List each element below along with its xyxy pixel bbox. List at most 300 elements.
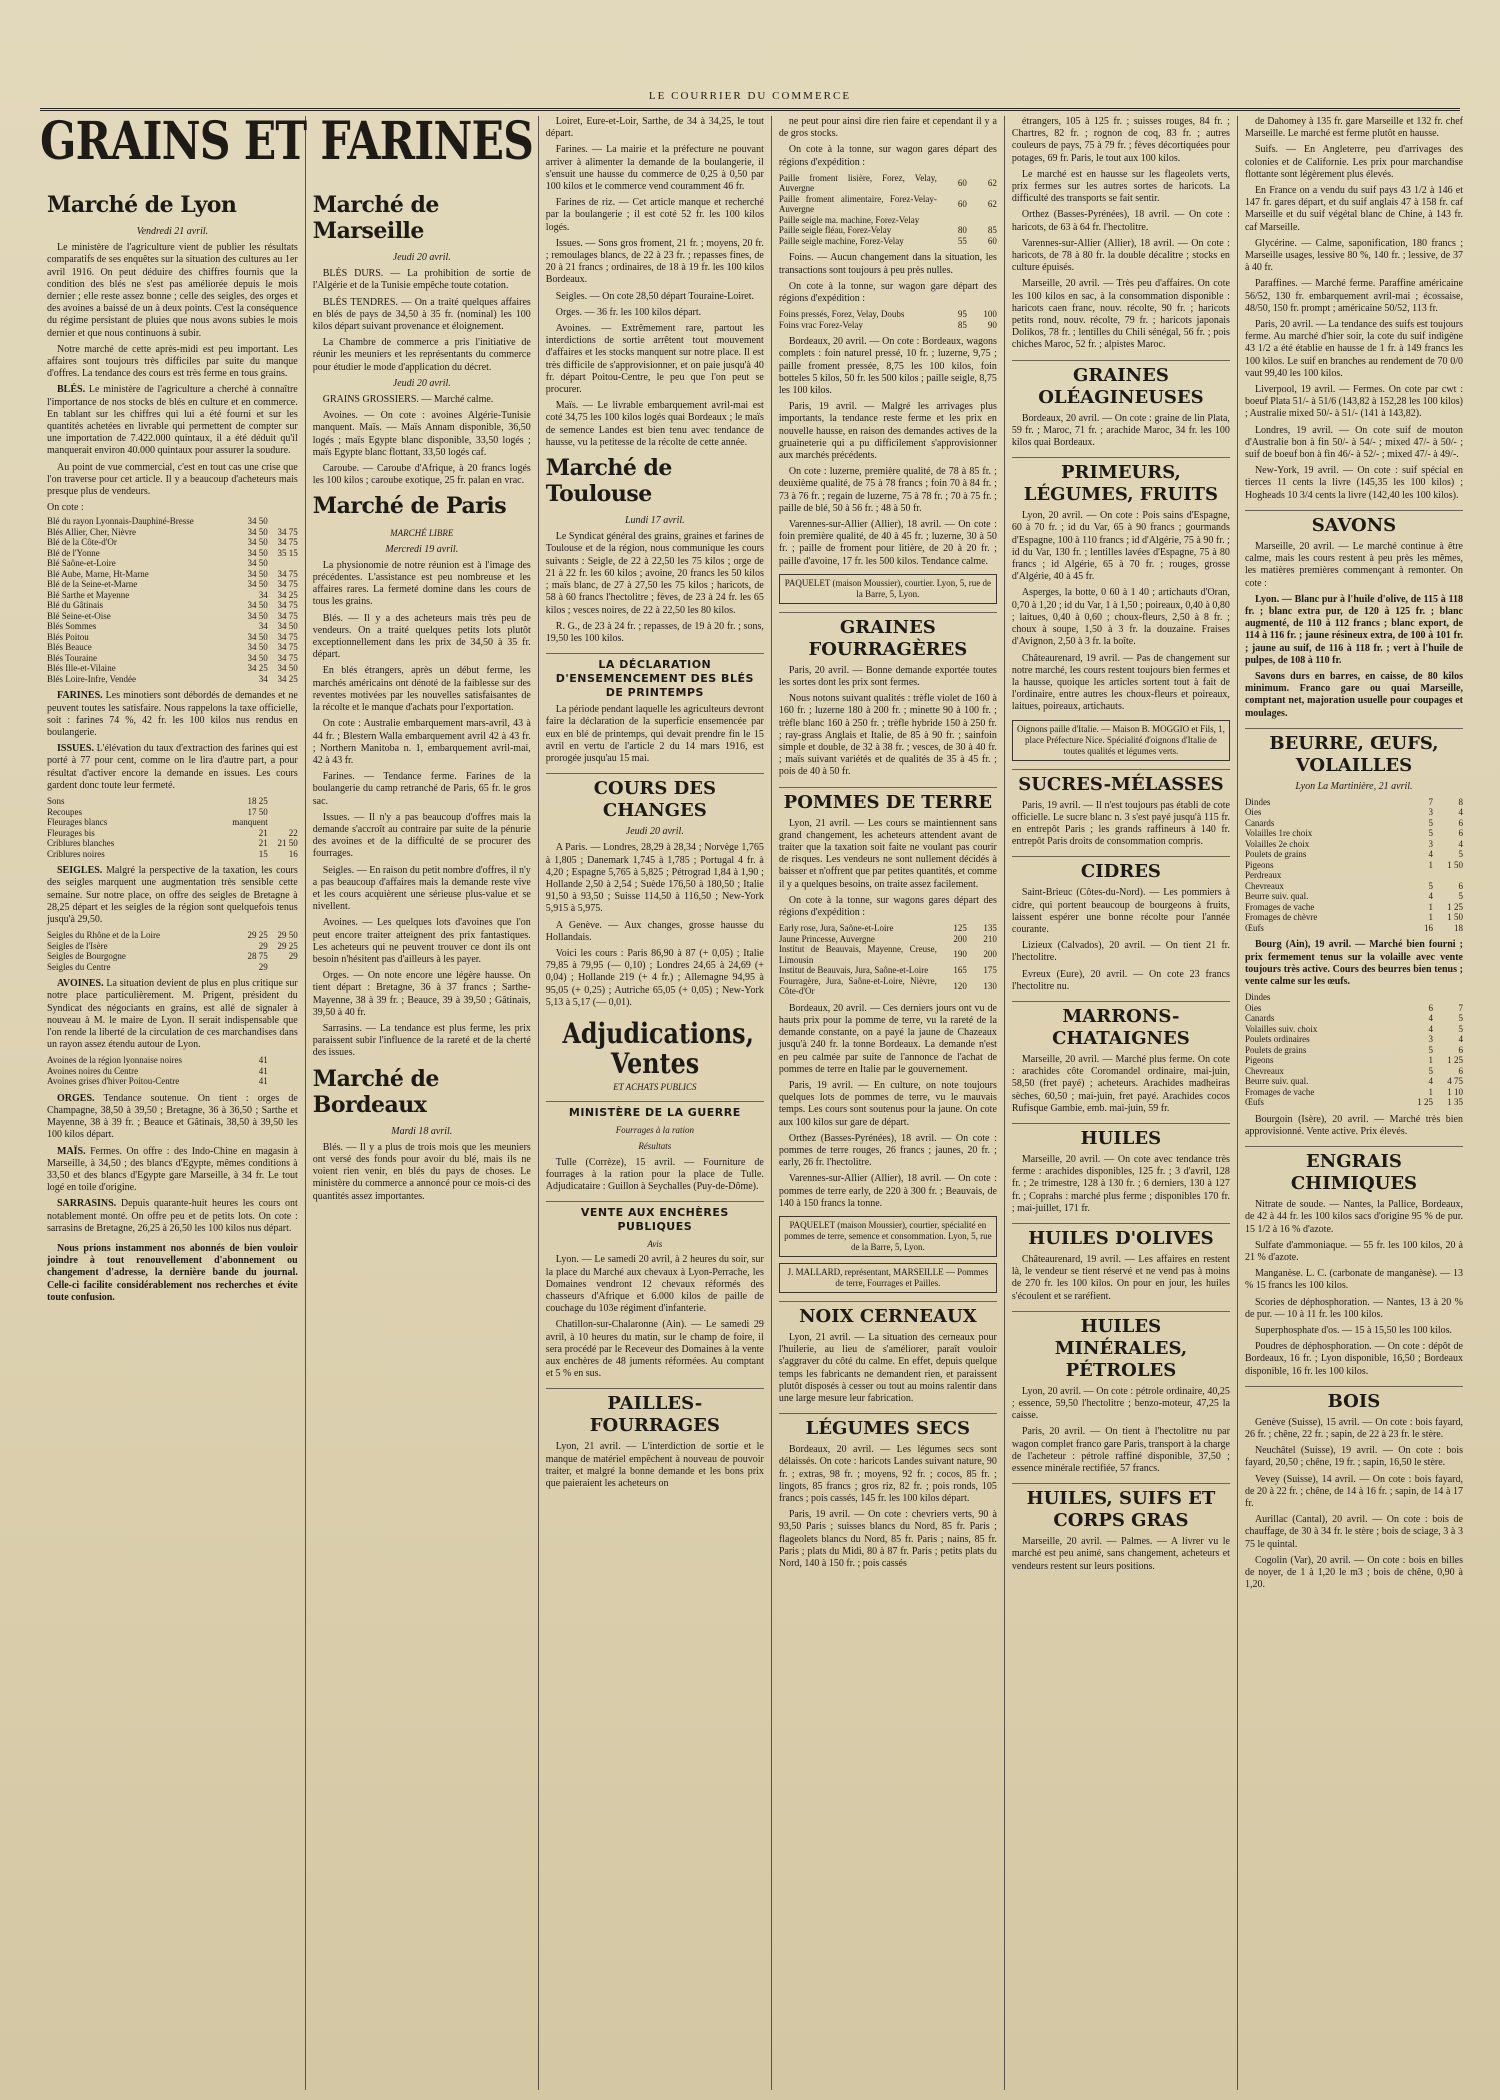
table-row: [1245, 870, 1463, 881]
article-paragraph: Châteaurenard, 19 avril. — Pas de changement sur notre marché, les cours restent toujours bien fermes et la hausse, quoique les articles sortent tout à fait de l'ordinaire, entre autres les choux-fleurs et poireaux, laitues, poireaux, artichauts.: [1011, 652, 1230, 713]
article-paragraph: FARINES. Les minotiers sont débordés de demandes et ne peuvent toutes les satisfaire. Nous rappelons la taxe officielle, soit : farines 74 %, 42 fr. les 100 kilos nus rendus en boulangerie.: [47, 690, 298, 739]
row-value-high: 34 75: [277, 600, 298, 611]
article-paragraph: On cote à la tonne, sur wagon gares départ des régions d'expédition :: [778, 144, 997, 168]
row-label: Blés Beauce: [47, 642, 92, 653]
table-row: [779, 194, 997, 215]
article-paragraph: Issues. — Sons gros froment, 21 fr. ; moyens, 20 fr. ; remoulages blancs, de 22 à 23 fr. ; repasses fines, de 20 à 21 francs ; ordinaires, de 18 à 19 fr. les 100 kilos Bordeaux.: [545, 237, 764, 286]
table-row: [47, 817, 298, 828]
article-paragraph: Bordeaux, 20 avril. — Ces derniers jours ont vu de hauts prix pour la pomme de terre, vu la rareté de la demande constante, on a payé la jaune de Chazeaux jusqu'à 240 fr. la tonne Bordeaux. La demande n'est en peu calmée par suite de l'annonce de l'achat de pommes de terre en Italie par le gouvernement.: [778, 1002, 997, 1075]
keyword: BLÉS.: [57, 384, 86, 396]
table-row: [1245, 891, 1463, 902]
dateline: Lyon La Martinière, 21 avril.: [1295, 780, 1413, 792]
article-paragraph: Varennes-sur-Allier (Allier), 18 avril. — On cote : pommes de terre early, de 220 à 300 fr. ; Beauvais, de 140 à 150 francs la tonne.: [778, 1173, 997, 1209]
article-paragraph: Paris, 19 avril. — On cote : chevriers verts, 90 à 93,50 Paris ; suisses blancs du Nord, 85 fr. Paris ; flageolets blancs du Nord, 85 fr. Paris ; nains, 85 fr. Paris ; plats du Midi, 80 à 87 fr. Paris ; petits plats du Nord, 140 à 150 fr. ; pois cassés: [778, 1509, 997, 1570]
row-value-high: 34 75: [277, 610, 298, 621]
row-value-low: 125: [953, 923, 967, 934]
subheading: Avis: [647, 1239, 663, 1250]
subheading: MARCHÉ LIBRE: [390, 528, 454, 539]
row-value-low: 5: [1428, 880, 1433, 891]
article-paragraph: Le marché est en hausse sur les flageolets verts, prix fermes sur les autres sortes de haricots. La difficulté des transports se fait sentir.: [1011, 168, 1230, 205]
row-label: Criblures blanches: [47, 838, 115, 849]
keyword: MAÏS.: [57, 1145, 86, 1157]
article-paragraph: Manganèse. L. C. (carbonate de manganèse). — 13 % 15 francs les 100 kilos.: [1244, 1268, 1463, 1292]
article-paragraph: Maïs. — Le livrable embarquement avril-mai est coté 34,75 les 100 kilos logés quai Bordeaux ; le maïs de semence Landes est bien tenu avec tendance de hausse, vu la petitesse de la récolte de cette année.: [545, 400, 764, 448]
article-paragraph: On cote à la tonne, sur wagons gares départ des régions d'expédition :: [778, 894, 997, 919]
row-value-high: 5: [1458, 849, 1463, 860]
row-value-low: 3: [1428, 1034, 1433, 1045]
row-value-high: [268, 817, 298, 828]
section-heading-marseille: Marché de Marseille: [312, 192, 439, 244]
row-value-low: 4: [1428, 891, 1433, 902]
row-value-low: 1: [1428, 859, 1433, 870]
row-label: Poulets ordinaires: [1244, 1034, 1310, 1045]
article-paragraph: Paris, 19 avril. — Malgré les arrivages plus importants, la tendance reste ferme et les prix en nouvelle hausse, en raison des demandes actives de la gruaineterie qui a pu difficilement s'approvisionner aux marchés précédents.: [778, 401, 997, 461]
table-row: [47, 642, 298, 653]
table-row: [779, 173, 997, 194]
row-label: Oies: [1244, 807, 1262, 818]
row-value-high: [268, 1066, 298, 1077]
article-paragraph: On cote : Australie embarquement mars-avril, 43 à 44 fr. ; Blestern Walla embarquement avril 42 à 43 fr. ; Northern Manitoba n. 1, embarquement avril-mai, 42 à 43 fr.: [312, 718, 531, 766]
row-value-low: [1403, 870, 1433, 881]
table-row: [779, 934, 997, 945]
article-paragraph: Blés. — Il y a plus de trois mois que les meuniers ont versé des fonds pour avoir du blé, mais ils ne voient rien venir, en blés du pays de choses. Le ministère du commerce a annoncé pour ce mois-ci des quantités assez importantes.: [312, 1141, 531, 1202]
section-heading-legumes: LÉGUMES SECS: [779, 1413, 997, 1440]
table-row: [47, 1076, 298, 1087]
article-paragraph: Notre marché de cette après-midi est peu important. Les affaires sont toujours très difficiles par suite du manque d'offres. La tendance des cours est très ferme en tous grains.: [47, 343, 298, 380]
row-value-low: 34 50: [247, 558, 268, 569]
table-row: [47, 569, 298, 580]
keyword: SEIGLES.: [57, 865, 103, 877]
dateline: Vendredi 21 avril.: [136, 226, 209, 237]
row-label: Seigles de l'Isère: [47, 940, 108, 951]
table-row: [1245, 912, 1463, 923]
row-value-low: 5: [1428, 1065, 1433, 1076]
row-value-low: 34 50: [247, 652, 268, 663]
row-label: Institut de Beauvais, Mayenne, Creuse, Limousin: [778, 944, 937, 965]
column-4: [771, 116, 1004, 2090]
row-value-low: 60: [957, 199, 967, 210]
article-paragraph: Paris, 20 avril. — Bonne demande exportée toutes les sortes dont les prix sont fermes.: [778, 664, 997, 688]
row-value-low: 16: [1423, 922, 1433, 933]
row-value-high: 4: [1458, 1034, 1463, 1045]
row-value-high: 34 75: [277, 537, 298, 548]
row-value-low: 34 50: [247, 600, 268, 611]
quotes-table-paille: [779, 173, 997, 247]
row-value-high: 100: [983, 309, 997, 320]
row-label: Blé de l'Yonne: [47, 547, 100, 558]
article-paragraph: Varennes-sur-Allier (Allier), 18 avril. — On cote : haricots, de 78 à 80 fr. la double décalitre ; stocks en culture épuisés.: [1011, 237, 1230, 274]
dateline: Jeudi 20 avril.: [392, 377, 451, 389]
article-paragraph: Seigles. — On cote 28,50 départ Touraine-Loiret.: [555, 290, 755, 302]
row-label: Blé Sarthe et Mayenne: [47, 589, 130, 600]
row-value-low: 34 50: [247, 579, 268, 590]
row-value-low: 60: [957, 178, 967, 189]
article-paragraph: Chatillon-sur-Chalaronne (Ain). — Le samedi 29 avril, à 10 heures du matin, sur le champ de foire, il sera procédé par le Receveur des Domaines à la vente aux enchères de 48 juments réformées. Au comptant et 5 % en sus.: [545, 1319, 764, 1380]
dateline: Jeudi 20 avril.: [625, 826, 684, 838]
row-value-high: 34 75: [277, 568, 298, 579]
row-value-high: [268, 1076, 298, 1087]
table-row: [1245, 1087, 1463, 1098]
article-paragraph: Orges. — On note encore une légère hausse. On tient départ : Bretagne, 36 à 37 francs ; Sarthe-Mayenne, 38 à 39 fr. ; Beauce, 39 à 39,50 ; Gâtinais, 39,50 à 40 fr.: [312, 970, 531, 1018]
article-paragraph: Orthez (Basses-Pyrénées), 18 avril. — On cote : haricots, de 63 à 64 fr. l'hectolitre.: [1011, 209, 1230, 233]
table-row: [1245, 828, 1463, 839]
row-value-low: 95: [957, 309, 967, 320]
section-heading-huiles: HUILES: [1012, 1123, 1230, 1150]
row-label: Fleurages blancs: [47, 817, 108, 828]
table-row: [779, 976, 997, 997]
row-value-high: 60: [987, 235, 997, 246]
row-label: Blés Allier, Cher, Nièvre: [47, 526, 137, 537]
article-paragraph: Lizieux (Calvados), 20 avril. — On tient 21 fr. l'hectolitre.: [1011, 940, 1230, 964]
table-row: [779, 236, 997, 247]
row-value-high: [967, 215, 997, 226]
row-value-low: 17 50: [247, 806, 268, 817]
table-row: [47, 590, 298, 601]
row-value-high: 6: [1458, 817, 1463, 828]
row-value-high: 34 25: [277, 589, 298, 600]
table-row: [779, 923, 997, 934]
quotes-table-issues: [47, 796, 298, 859]
article-paragraph: Evreux (Eure), 20 avril. — On cote 23 francs l'hectolitre nu.: [1011, 968, 1230, 992]
article-paragraph: Bourgoin (Isère), 20 avril. — Marché très bien approvisionné. Vente active. Prix élevés.: [1244, 1113, 1463, 1137]
row-value-low: 190: [953, 949, 967, 960]
table-row: [47, 579, 298, 590]
article-paragraph: Châteaurenard, 19 avril. — Les affaires en restent là, le vendeur se tient réservé et ne vend pas à moins de 270 fr. les 100 kilos. On pour en jour, les huiles s'écoulent et se raréfient.: [1011, 1253, 1230, 1302]
keyword: FARINES.: [57, 690, 103, 702]
row-label: Blé Saône-et-Loire: [47, 558, 116, 569]
article-paragraph: La physionomie de notre réunion est à l'image des précédentes. L'assistance est peu nombreuse et les affaires rares. La fermeté domine dans les cours de tous les grains.: [312, 559, 531, 608]
column-6: [1237, 116, 1470, 2090]
advertisement: PAQUELET (maison Moussier), courtier. Lyon, 5, rue de la Barre, 5, Lyon.: [779, 574, 997, 604]
row-label: Sons: [47, 796, 65, 807]
article-paragraph: Avoines. — Les quelques lots d'avoines que l'on peut encore traiter atteignent des prix fantastiques. Les acheteurs qui ne peuvent trouver ce dont ils ont besoin n'hésitent pas d'ailleurs à les payer.: [312, 917, 531, 965]
table-row: [1245, 1066, 1463, 1077]
table-row: [47, 1066, 298, 1077]
row-value-high: 1 35: [1447, 1097, 1463, 1108]
table-row: [1245, 1024, 1463, 1035]
row-label: Early rose, Jura, Saône-et-Loire: [778, 923, 894, 934]
article-paragraph: On cote : luzerne, première qualité, de 78 à 85 fr. ; deuxième qualité, de 75 à 78 francs ; foin 70 à 84 fr. ; 73 à 76 fr. ; regain de luzerne, 75 à 78 fr. ; 70 à 75 fr. ; paille de blé, 50 à 56 fr. ; 48 à 50 fr.: [778, 466, 997, 514]
row-label: Blés Loire-Infre, Vendée: [47, 673, 137, 684]
row-value-low: 41: [258, 1065, 268, 1076]
section-heading-savons: SAVONS: [1245, 510, 1463, 537]
article-paragraph: En blés étrangers, après un début ferme, les marchés américains ont dénoté de la faiblesse sur des reventes motivées par les nouvelles satisfaisantes de la récolte et le manque d'achats pour l'exportation.: [312, 665, 531, 714]
row-label: Foins pressés, Forez, Velay, Doubs: [778, 309, 905, 320]
dateline: Jeudi 20 avril.: [392, 252, 451, 263]
article-paragraph: Poudres de déphosphoration. — On cote : dépôt de Bordeaux, 16 fr. ; Lyon disponible, 16,50 ; Bordeaux disponible, 16 fr. les 100 kilos.: [1244, 1341, 1463, 1377]
row-value-high: 1 50: [1447, 859, 1463, 870]
article-paragraph: Varennes-sur-Allier (Allier), 18 avril. — On cote : foin première qualité, de 40 à 45 fr. ; luzerne, 30 à 50 fr. ; paille de froment pour litière, de 20 à 20 fr. ; paille d'avoine, 17 fr. les 500 kilos. Tendance calme.: [778, 518, 997, 567]
row-value-low: manquent: [232, 817, 268, 828]
table-row: [47, 828, 298, 839]
table-row: [47, 537, 298, 548]
article-paragraph: Asperges, la botte, 0 60 à 1 40 ; artichauts d'Oran, 0,70 à 1,20 ; id du Var, 1 à 1,50 ; poireaux, 0,40 à 0,80 ; laitues, 0,40 à 0,60 ; choux-fleurs, 2,50 à 8 fr. ; choux à soupe, 1,50 à 3 fr. la douzaine. Fraises d'Avignon, 2,50 à 3 fr. la boîte.: [1011, 587, 1230, 648]
row-value-low: 6: [1428, 1002, 1433, 1013]
row-value-high: [1433, 870, 1463, 881]
row-value-low: 4: [1428, 1023, 1433, 1034]
article-paragraph: Farines. — La mairie et la préfecture ne pouvant arriver à alimenter la demande de la boulangerie, il s'ensuit une hausse du commerce de 0,25 à 0,50 par 100 kilos et le commerce vend couramment 46 fr.: [545, 144, 764, 193]
subheading: Résultats: [638, 1141, 672, 1152]
article-paragraph: Lyon. — Blanc pur à l'huile d'olive, de 115 à 118 fr. ; blanc extra pur, de 120 à 125 fr. ; blanc augmenté, de 110 à 112 francs ; blanc export, de 114 à 116 fr. ; jaune résineux extra, de 100 à 101 fr. ; jaune au suif, de 116 à 118 fr. ; vert à l'huile de pulpes, de 108 à 110 fr.: [1244, 593, 1463, 666]
subscriber-notice: Nous prions instamment nos abonnés de bien vouloir joindre à tout renouvellement d'abonnement ou changement d'adresse, la dernière bande du journal. Celle-ci facilite considérablement nos recherches et évite toute confusion.: [47, 1243, 298, 1303]
row-value-low: 41: [258, 1076, 268, 1087]
article-paragraph: Marseille, 20 avril. — Palmes. — A livrer vu le marché est peu animé, sans changement, acheteurs et vendeurs restent sur leurs positions.: [1011, 1536, 1230, 1572]
article-paragraph: Lyon. — Le samedi 20 avril, à 2 heures du soir, sur la place du Marché aux chevaux à Lyon-Perrache, les Domaines vendront 12 chevaux réformés des chasseurs d'Afrique et 6.000 kilos de paille de couchage du 103e régiment d'infanterie.: [545, 1254, 764, 1315]
row-label: Poulets de grains: [1244, 1044, 1307, 1055]
article-paragraph: Bordeaux, 20 avril. — On cote : graine de lin Plata, 59 fr. ; Maroc, 71 fr. ; arachide Maroc, 34 fr. les 100 kilos quai Bordeaux.: [1011, 412, 1230, 449]
columns: [40, 116, 1470, 2090]
row-label: Beurre suiv. qual.: [1244, 1076, 1309, 1087]
article-paragraph: Superphosphate d'os. — 15 à 15,50 les 100 kilos.: [1254, 1324, 1453, 1336]
row-label: Criblures noires: [47, 848, 105, 859]
article-paragraph: Paraffines. — Marché ferme. Paraffine américaine 56/52, 130 fr. embarquement avril-mai ; écossaise, 48/50, 150 fr. prompt ; américaine 50/52, 113 fr.: [1244, 278, 1463, 314]
row-label: Blés Touraine: [47, 652, 97, 663]
article-paragraph: Liverpool, 19 avril. — Fermes. On cote par cwt : boeuf Plata 51/- à 51/6 (143,82 à 152,28 les 100 kilos) ; Australie mixed 50/- à 51/- (141 à 143,82).: [1244, 384, 1463, 420]
row-value-high: 29: [288, 951, 298, 962]
section-heading-primeurs: PRIMEURS, LÉGUMES, FRUITS: [1012, 457, 1230, 506]
table-row: [47, 516, 298, 527]
table-row: [1245, 797, 1463, 808]
table-row: [47, 611, 298, 622]
table-row: [1245, 1034, 1463, 1045]
subheading-ministere: MINISTÈRE DE LA GUERRE: [546, 1101, 764, 1120]
table-row: [1245, 1045, 1463, 1056]
article-paragraph: Farines. — Tendance ferme. Farines de la boulangerie du camp retranché de Paris, 65 fr. le gros sac.: [312, 771, 531, 807]
article-paragraph: A Paris. — Londres, 28,29 à 28,34 ; Norvège 1,765 à 1,805 ; Danemark 1,745 à 1,785 ; Portugal 4 fr. à 4,20 ; Espagne 5,765 à 5,825 ; Pétrograd 1,84 à 1,90 ; Hollande 2,50 à 2,54 ; Suède 176,50 à 180,50 ; Italie 91,50 à 93,50 ; Suisse 114,50 à 116,50 ; New-York 5,915 à 5,975.: [545, 842, 764, 915]
article-paragraph: Londres, 19 avril. — On cote suif de mouton d'Australie bon à fin 50/- à 54/- ; mixed 47/- à 50/- ; suif de boeuf bon à fin 46/- à 52/- ; mixed 47/- à 49/-.: [1244, 424, 1463, 461]
row-label: Poulets de grains: [1244, 849, 1307, 860]
row-label: Blé Seine-et-Oise: [47, 610, 111, 621]
article-paragraph: Orthez (Basses-Pyrénées), 18 avril. — On cote : pommes de terre rouges, 26 francs ; jaunes, 20 fr. ; early, 26 fr. l'hectolitre.: [778, 1132, 997, 1169]
row-value-high: 1 10: [1447, 1086, 1463, 1097]
article-paragraph: Savons durs en barres, en caisse, de 80 kilos minimum. Franco gare ou quai Marseille, comptant net, majoration usuelle pour coupages et moulages.: [1244, 670, 1463, 719]
table-row: [1245, 849, 1463, 860]
row-value-low: 3: [1428, 838, 1433, 849]
row-label: Seigles du Rhône et de la Loire: [47, 930, 160, 941]
row-value-high: 175: [983, 965, 997, 976]
table-row: [779, 320, 997, 331]
article-paragraph: Le Syndicat général des grains, graines et farines de Toulouse et de la région, nous communique les cours suivants : Seigle, de 22 à 22,50 les 75 kilos ; orge de 21 à 22 fr. les 60 kilos ; avoine, 20 francs les 50 kilos ; maïs blanc, de 27 à 27,50 les 75 kilos ; haricots, de 58 à 60 francs l'hectolitre ; fèves, de 23 à 24 fr. les 65 kilos ; vesces noires, de 22 à 22,50 les 80 kilos.: [545, 531, 764, 616]
article-paragraph: Tulle (Corrèze), 15 avril. — Fourniture de fourrages à la ration pour la place de Tulle. Adjudicataire : Guillon à Seychalles (Puy-de-Dôme).: [545, 1156, 764, 1192]
row-value-low: 34 50: [247, 526, 268, 537]
table-row: [47, 796, 298, 807]
row-value-low: 34 50: [247, 568, 268, 579]
article-paragraph: ne peut pour ainsi dire rien faire et cependant il y a de gros stocks.: [778, 116, 997, 140]
row-value-high: 34 75: [277, 631, 298, 642]
article-paragraph: Scories de déphosphoration. — Nantes, 13 à 20 % de pur. — 10 à 11 fr. les 100 kilos.: [1244, 1296, 1463, 1320]
row-label: Seigles du Centre: [47, 961, 111, 972]
row-value-low: 1 25: [1417, 1097, 1433, 1108]
row-label: Blé de la Côte-d'Or: [47, 537, 117, 548]
article-paragraph: Sarrasins. — La tendance est plus ferme, les prix paraissent subir l'influence de la rareté et de la cherté des issues.: [312, 1022, 531, 1059]
section-heading-pommes: POMMES DE TERRE: [779, 787, 997, 814]
quotes-table-seigles: [47, 930, 298, 972]
table-row: [1245, 839, 1463, 850]
quotes-table-pommes: [779, 923, 997, 997]
row-value-high: 5: [1458, 1013, 1463, 1024]
row-label: Volailles suiv. choix: [1244, 1023, 1318, 1034]
row-label: Avoines grises d'hiver Poitou-Centre: [47, 1076, 180, 1087]
page-title: GRAINS ET FARINES: [40, 111, 534, 172]
table-row: [779, 225, 997, 236]
row-label: Dindes: [1244, 992, 1271, 1003]
row-value-high: [268, 962, 298, 973]
row-value-high: 90: [987, 319, 997, 330]
article-paragraph: Paris, 19 avril. — En culture, on note toujours quelques lots de pommes de terre, vu le mauvais temps. Les cours sont soutenus pour la jaune. On cote aux 100 kilos sur gare de départ.: [778, 1079, 997, 1128]
article-paragraph: AVOINES. La situation devient de plus en plus critique sur notre place particulièrement. M. Prigent, président du Syndicat des négociants en grains, est allé de signaler à nouveau à M. le maire de Lyon. Il serait indispensable que l'on rende la liberté de la circulation de ces marchandises dans un rayon assez étendu autour de Lyon.: [47, 978, 298, 1051]
row-value-low: 34 50: [247, 516, 268, 527]
row-value-high: 135: [983, 923, 997, 934]
row-value-low: 1: [1428, 1086, 1433, 1097]
table-row: [1245, 902, 1463, 913]
table-row: [47, 951, 298, 962]
row-label: Blés Ille-et-Vilaine: [47, 663, 116, 674]
article-paragraph: Glycérine. — Calme, saponification, 180 francs ; Marseille usages, lessive 80 %, 140 fr. ; lessive, de 37 à 40 fr.: [1244, 237, 1463, 274]
advertisement: J. MALLARD, représentant, MARSEILLE — Pommes de terre, Fourrages et Pailles.: [779, 1263, 997, 1293]
row-value-low: 28 75: [247, 951, 268, 962]
row-value-high: [268, 807, 298, 818]
row-label: Fourragère, Jura, Saône-et-Loire, Nièvre, Côte-d'Or: [778, 975, 937, 997]
row-label: Pigeons: [1244, 1055, 1274, 1066]
advertisement: PAQUELET (maison Moussier), courtier, spécialité en pommes de terre, semence et consommation. Lyon, 5, rue de la Barre, 5, Lyon.: [779, 1216, 997, 1257]
table-row: [47, 653, 298, 664]
article-paragraph: Orges. — 36 fr. les 100 kilos départ.: [555, 306, 702, 318]
article-paragraph: Farines de riz. — Cet article manque et recherché par la boulangerie ; il est coté 52 fr. les 100 kilos logés.: [545, 197, 764, 233]
article-paragraph: Genève (Suisse), 15 avril. — On cote : bois fayard, 26 fr. ; chêne, 22 fr. ; sapin, de 22 à 23 fr. le stère.: [1244, 1416, 1463, 1440]
subheading: Fourrages à la ration: [615, 1125, 694, 1136]
subheading-ventes: VENTE AUX ENCHÈRES PUBLIQUES: [546, 1201, 764, 1234]
section-heading-olives: HUILES D'OLIVES: [1012, 1223, 1230, 1250]
row-label: Paille froment lisière, Forez, Velay, Auvergne: [778, 172, 937, 194]
row-value-high: 16: [288, 848, 298, 859]
row-label: Œufs: [1244, 922, 1264, 933]
row-value-high: 130: [983, 980, 997, 991]
running-head: LE COURRIER DU COMMERCE: [40, 90, 1460, 111]
keyword: ORGES.: [57, 1092, 95, 1104]
article-paragraph: Avoines. — On cote : avoines Algérie-Tunisie manquent. Maïs. — Maïs Annam disponible, 36,50 logés ; maïs Egypte blanc disponible, 33,50 logés ; maïs Egypte blanc flottant, 33,50 logés caf.: [312, 410, 531, 458]
table-row: [1245, 1097, 1463, 1108]
article-paragraph: A Genève. — Aux changes, grosse hausse du Hollandais.: [545, 919, 764, 943]
row-value-high: 200: [983, 949, 997, 960]
section-heading-adjudications: Adjudications, Ventes: [562, 1016, 754, 1080]
table-row: [779, 965, 997, 976]
table-row: [47, 838, 298, 849]
article-paragraph: BLÉS TENDRES. — On a traité quelques affaires en blés de pays de 34,50 à 35 fr. (nominal) les 100 kilos départ suivant provenance et éloignement.: [312, 296, 531, 333]
row-label: Beurre suiv. qual.: [1244, 891, 1309, 902]
row-label: Fromages de chèvre: [1244, 912, 1318, 923]
table-row: [47, 941, 298, 952]
row-label: Dindes: [1244, 796, 1271, 807]
row-value-high: 7: [1458, 1002, 1463, 1013]
row-value-low: 34: [258, 589, 268, 600]
row-value-low: 34 50: [247, 631, 268, 642]
row-value-high: 34 75: [277, 652, 298, 663]
row-value-high: 1 50: [1447, 912, 1463, 923]
row-value-low: 4: [1428, 849, 1433, 860]
row-value-high: 6: [1458, 1044, 1463, 1055]
article-paragraph: Neuchâtel (Suisse), 19 avril. — On cote : bois fayard, 20,50 ; chêne, 19 fr. ; sapin, 16,50 le stère.: [1244, 1445, 1463, 1469]
table-row: [47, 621, 298, 632]
table-row: [779, 215, 997, 226]
table-row: [47, 632, 298, 643]
article-paragraph: BLÉS DURS. — La prohibition de sortie de l'Algérie et de la Tunisie empêche toute cotation.: [312, 268, 531, 292]
row-label: Chevreaux: [1244, 880, 1284, 891]
row-label: Paille seigle ma. machine, Forez-Velay: [778, 214, 920, 225]
row-value-low: 29: [258, 940, 268, 951]
row-value-low: 7: [1428, 796, 1433, 807]
dateline: Lundi 17 avril.: [624, 515, 685, 527]
row-label: Œufs: [1244, 1097, 1264, 1108]
quotes-table-bles: [47, 516, 298, 684]
row-value-low: 34 50: [247, 610, 268, 621]
article-paragraph: Sulfate d'ammoniaque. — 55 fr. les 100 kilos, 20 à 21 % d'azote.: [1244, 1239, 1463, 1263]
row-value-high: 21 50: [277, 838, 298, 849]
row-value-high: 18: [1453, 922, 1463, 933]
article-paragraph: Marseille, 20 avril. — Très peu d'affaires. On cote les 100 kilos en sac, à la consommation disponible : haricots caen franc, nouv. récolte, 90 fr. ; haricots petits rond, nouv. récolte, 79 fr. ; haricots japonais Dolikos, 78 fr. ; lentilles du Chili sénégal, 56 fr. ; pois chiches Maroc, 52 fr. ; alpistes Maroc.: [1011, 278, 1230, 351]
article-paragraph: Voici les cours : Paris 86,90 à 87 (+ 0,05) ; Italie 79,85 à 79,95 (— 0,10) ; Londres 24,65 à 24,69 (+ 0,04) ; Hollande 219 (+ 4 fr.) ; Allemagne 94,95 à 95,05 (+ 0,25) ; Autriche 65,05 (+ 0,05) ; New-York 5,13 à 5,17 (— 0,01).: [545, 947, 764, 1008]
quotes-table-avoines: [47, 1055, 298, 1087]
row-value-low: 21: [258, 827, 268, 838]
row-label: Blé du Gâtinais: [47, 600, 103, 611]
section-heading-changes: COURS DES CHANGES: [546, 773, 764, 822]
article-paragraph: étrangers, 105 à 125 fr. ; suisses rouges, 84 fr. ; Chartres, 82 fr. ; rognon de coq, 83 fr. ; autres couleurs de pays, 75 à 79 fr. ; fèves décortiquées pour potages, 69 fr. Paris, le tout aux 100 kilos.: [1011, 116, 1230, 164]
article-paragraph: Au point de vue commercial, c'est en tout cas une crise que l'on traverse pour cet article. Il y a beaucoup d'acheteurs mais presque plus de vendeurs.: [47, 461, 298, 498]
row-value-high: [268, 796, 298, 807]
row-value-high: [1433, 992, 1463, 1003]
row-label: Blé Aube, Marne, Ht-Marne: [47, 568, 149, 579]
row-label: Fromages de vache: [1244, 1086, 1315, 1097]
row-value-high: 5: [1458, 891, 1463, 902]
section-heading-suifs: HUILES, SUIFS ET CORPS GRAS: [1012, 1483, 1230, 1532]
table-row: [47, 600, 298, 611]
row-value-low: 120: [953, 980, 967, 991]
article-paragraph: Loiret, Eure-et-Loir, Sarthe, de 34 à 34,25, le tout départ.: [545, 116, 764, 140]
article-paragraph: Nitrate de soude. — Nantes, la Pallice, Bordeaux, de 42 à 44 fr. les 100 kilos sacs d'origine 95 % de pur. 15 1/2 à 16 % d'azote.: [1244, 1199, 1463, 1235]
row-value-high: 4 75: [1447, 1076, 1463, 1087]
article-paragraph: Foins. — Aucun changement dans la situation, les transactions sont toujours à peu près nulles.: [778, 252, 997, 276]
row-value-high: 22: [288, 827, 298, 838]
article-paragraph: R. G., de 23 à 24 fr. ; repasses, de 19 à 20 fr. ; sons, 19,50 les 100 kilos.: [545, 620, 764, 644]
row-value-high: 1 25: [1447, 901, 1463, 912]
section-heading-marrons: MARRONS-CHATAIGNES: [1012, 1001, 1230, 1050]
row-value-low: 34 25: [247, 663, 268, 674]
dateline: Mardi 18 avril.: [391, 1125, 453, 1137]
table-row: [1245, 818, 1463, 829]
article-paragraph: Bordeaux, 20 avril. — On cote : Bordeaux, wagons complets : foin naturel pressé, 10 fr. ; luzerne, 9,75 ; paille froment pressée, 8,75 les 100 kilos, foin botteles 5 kilos, 50 fr. les 500 kilos ; paille seigle, 8,75 les 100 kilos.: [778, 336, 997, 396]
article-paragraph: La période pendant laquelle les agriculteurs devront faire la déclaration de la superficie ensemencée par eux en blé de printemps, qui devait prendre fin le 15 avril en vertu de l'article 2 du 14 mars 1916, est prorogée jusqu'au 15 mai.: [545, 704, 764, 764]
row-value-low: [1403, 992, 1433, 1003]
article-paragraph: Paris, 20 avril. — La tendance des suifs est toujours ferme. Au marché d'hier soir, la cote du suif indigène 43 1/2 a été établie en hausse de 1 fr. à 149 francs les 100 kilos. Le suif en branches au rendement de 70 0/0 vaut 99,40 les 100 kilos.: [1244, 319, 1463, 379]
row-value-low: 15: [258, 848, 268, 859]
row-label: Blés Sommes: [47, 621, 97, 632]
row-value-high: [268, 1055, 298, 1066]
article-paragraph: Bourg (Ain), 19 avril. — Marché bien fourni ; prix fermement tenus sur la volaille avec vente toujours très active. Cours des beurres bien tenus ; vente calme sur les œufs.: [1244, 939, 1463, 988]
article-paragraph: Saint-Brieuc (Côtes-du-Nord). — Les pommiers à cidre, qui portent beaucoup de bourgeons à fruits, laissent espérer une bonne récolte pour l'année courante.: [1011, 887, 1230, 935]
row-value-low: 80: [957, 225, 967, 236]
row-value-low: 34 50: [247, 642, 268, 653]
row-value-low: 29 25: [247, 930, 268, 941]
section-heading-engrais: ENGRAIS CHIMIQUES: [1245, 1146, 1463, 1195]
row-label: Avoines de la région lyonnaise noires: [47, 1055, 183, 1066]
row-label: Foins vrac Forez-Velay: [778, 319, 863, 330]
row-value-low: 4: [1428, 1076, 1433, 1087]
row-label: Chevreaux: [1244, 1065, 1284, 1076]
article-paragraph: Marseille, 20 avril. — Marché plus ferme. On cote : arachides côte Coromandel ordinaire, mai-juin, 58,50 (fret payé) ; acheteurs. Arachides madheiras sèches, 60,50 ; mai-juin, fret payé. Arachides cocos Rufisque Gambie, emb. mai-juin, 59 fr.: [1011, 1053, 1230, 1114]
section-heading-bordeaux: Marché de Bordeaux: [312, 1065, 439, 1118]
row-value-high: 6: [1458, 880, 1463, 891]
row-value-low: 34 50: [247, 537, 268, 548]
article-paragraph: Nous notons suivant qualités : trèfle violet de 160 à 160 fr. ; luzerne 180 à 200 fr. ; minette 90 à 100 fr. ; trèfle blanc 160 à 250 fr. ; trèfle hybride 150 à 250 fr. ; ray-grass Anglais et Italie, de 85 à 90 fr. ; sainfoin simple et double, de 32 à 38 fr. ; vesces, de 30 à 40 fr. ; maïs suivant variétés et de qualités de 35 à 45 fr. ; pois de 40 à 50 fr.: [778, 693, 997, 778]
